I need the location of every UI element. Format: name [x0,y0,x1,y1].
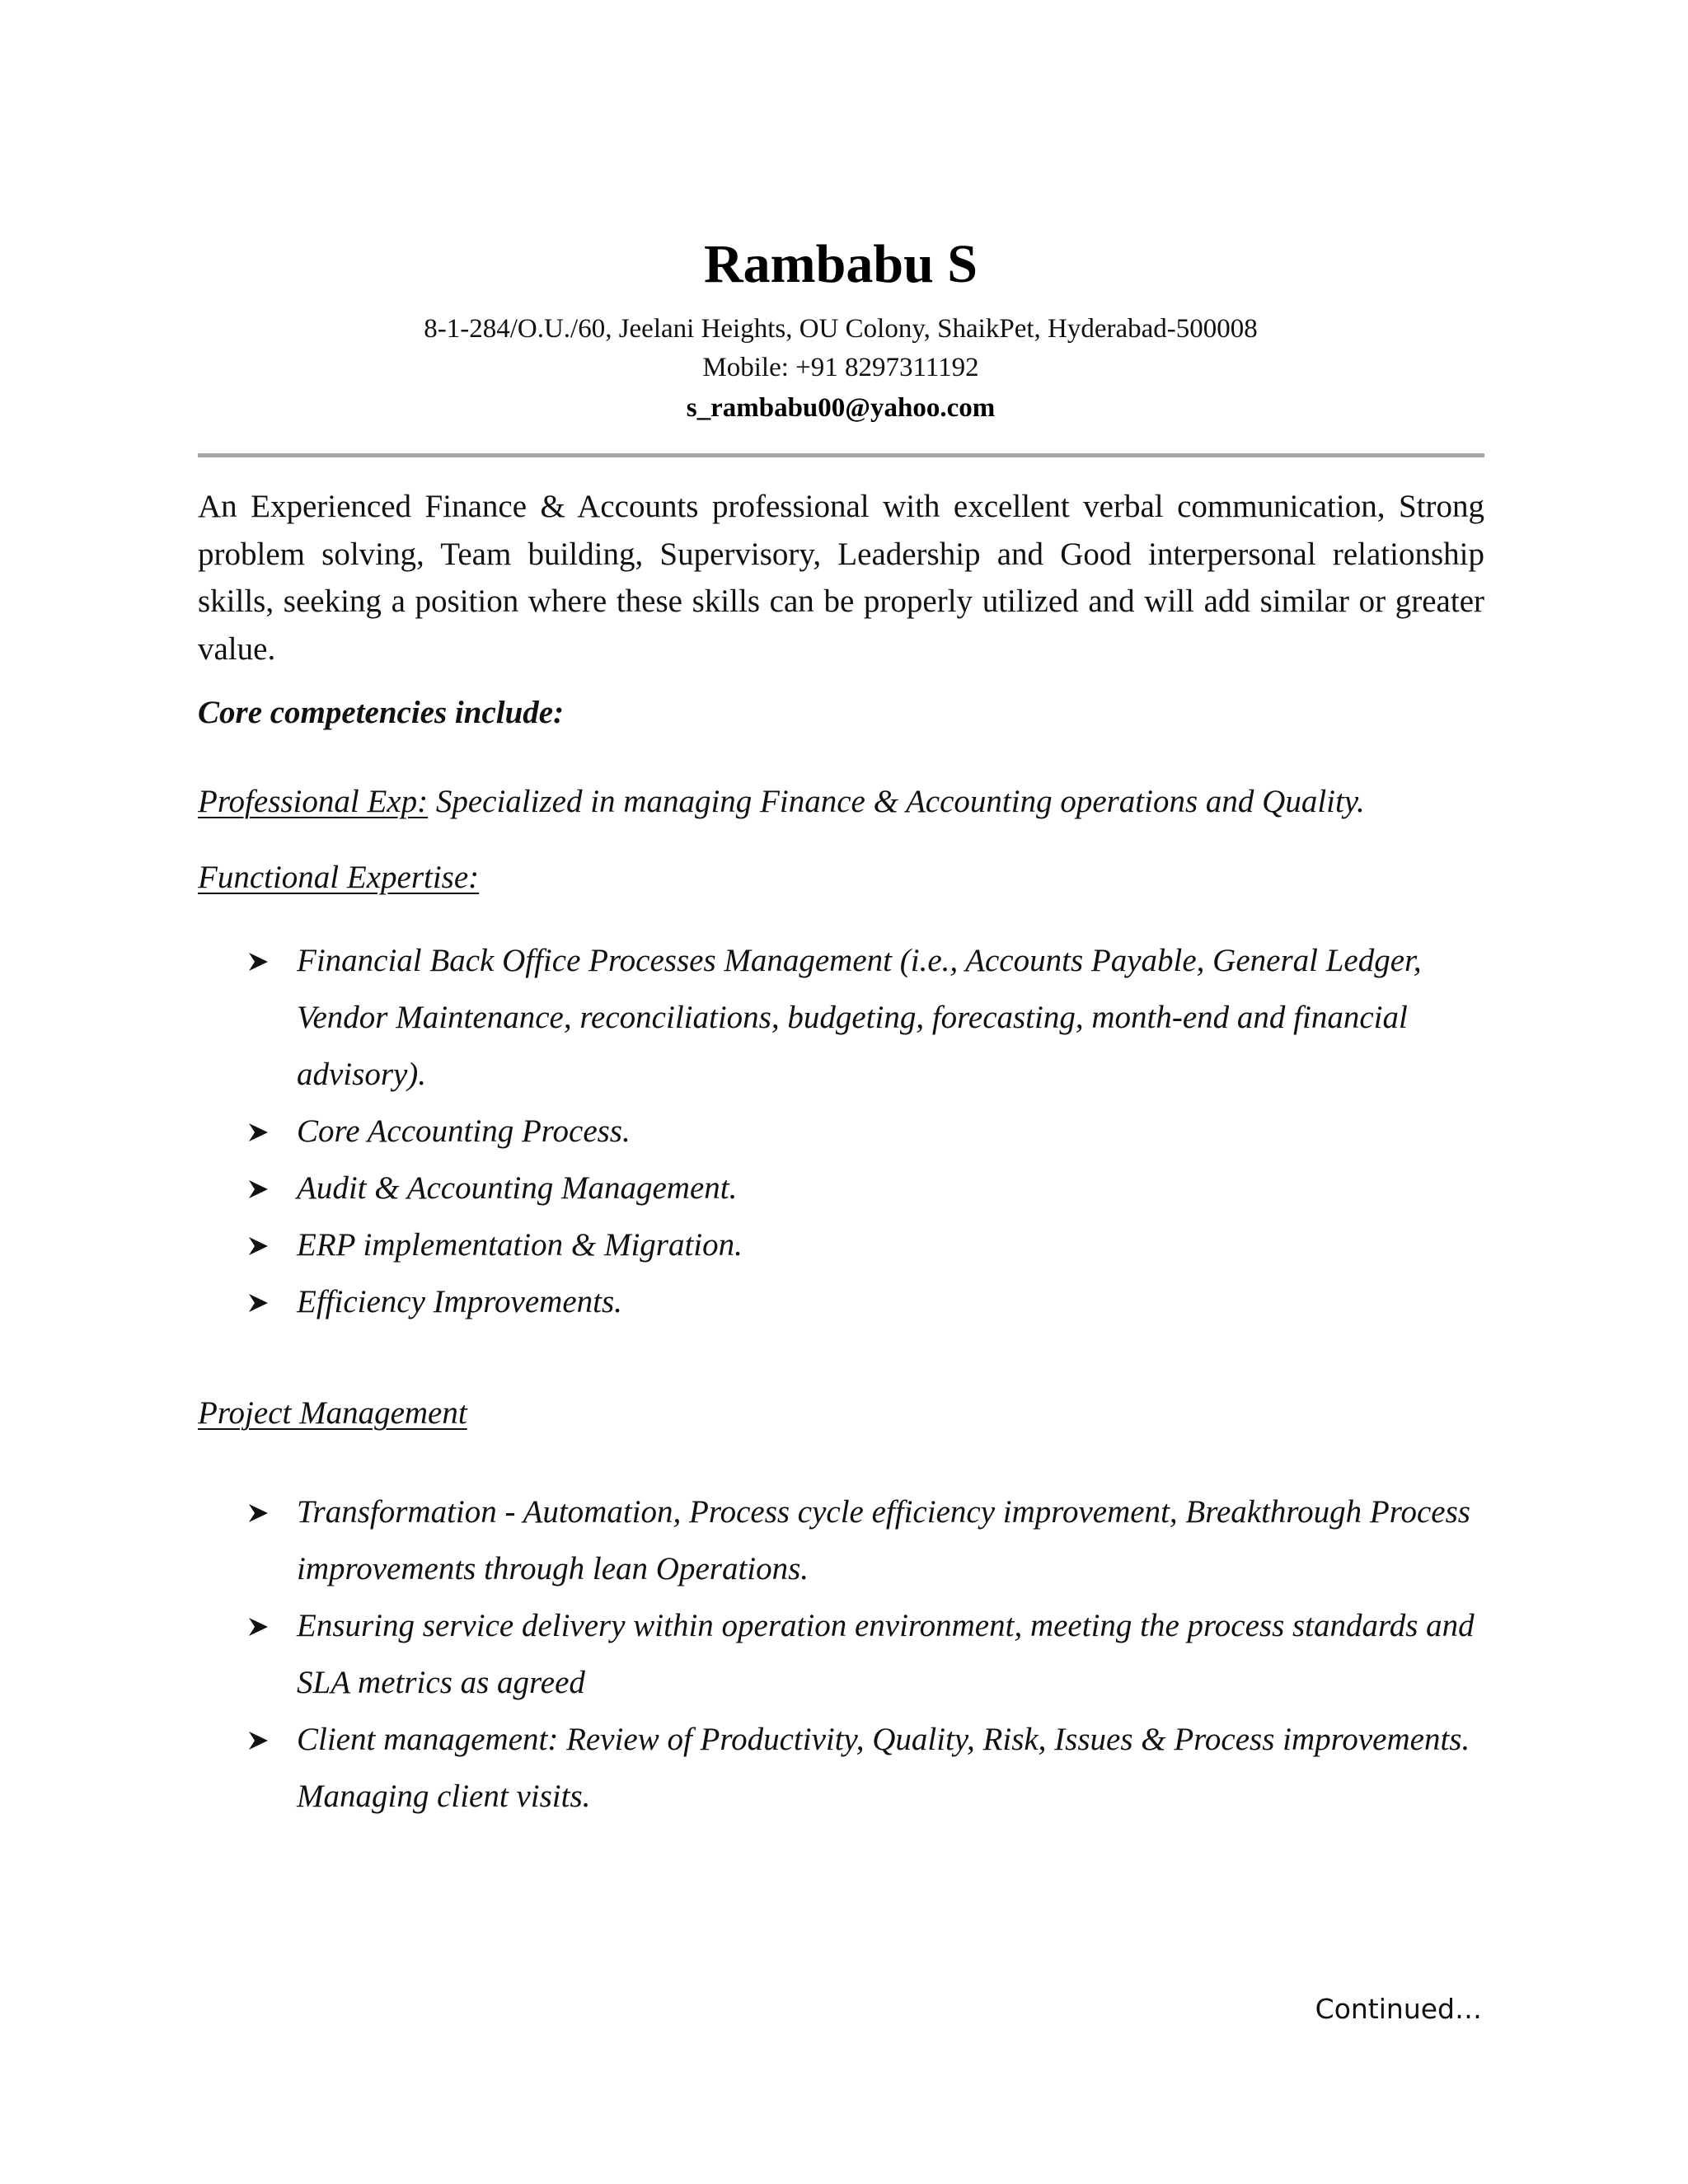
arrow-bullet-icon [247,1122,269,1142]
list-item-text: ERP implementation & Migration. [297,1227,743,1263]
header-divider [198,453,1484,457]
address-line: 8-1-284/O.U./60, Jeelani Heights, OU Colony, ShaikPet, Hyderabad-500008 [424,314,1258,344]
project-management-list [247,1483,1484,1825]
list-item [247,1711,1484,1825]
arrow-bullet-icon [247,1731,269,1750]
list-item-text: Audit & Accounting Management. [297,1170,738,1206]
functional-expertise-list [247,932,1484,1330]
list-item-text: Financial Back Office Processes Management (i.e., Accounts Payable, General Ledger, Vendor Maintenance, reconciliations, budgeting, forecasting, month-end and financial advisory). [297,943,1422,1092]
list-item-text: Transformation - Automation, Process cycle efficiency improvement, Breakthrough Process improvements through lean Operations. [297,1494,1470,1586]
candidate-name: Rambabu S [704,234,978,294]
functional-expertise-heading [198,859,479,896]
functional-expertise-label: Functional Expertise: [198,860,480,895]
core-competencies-heading: Core competencies include: [198,695,565,730]
arrow-bullet-icon [247,1179,269,1199]
continued-footer: Continued… [1315,1993,1482,2025]
project-management-heading [198,1394,467,1432]
list-item-text: Ensuring service delivery within operation environment, meeting the process standards and SLA metrics as agreed [297,1608,1475,1700]
list-item [247,932,1484,1103]
list-item-text: Client management: Review of Productivity, Quality, Risk, Issues & Process improvements. Managing client visits. [297,1722,1470,1814]
list-item [247,1483,1484,1597]
professional-exp-text: Specialized in managing Finance & Accounting operations and Quality. [428,784,1365,819]
list-item [247,1216,1484,1273]
list-item-text: Core Accounting Process. [297,1113,631,1149]
professional-exp-label: Professional Exp: [198,784,429,819]
arrow-bullet-icon [247,1617,269,1637]
list-item [247,1597,1484,1711]
arrow-bullet-icon [247,952,269,972]
list-item [247,1103,1484,1160]
summary-paragraph: An Experienced Finance & Accounts professional with excellent verbal communication, Strong problem solving, Team building, Supervisory, Leadership and Good interpersonal relationship skills, seeking a position where these skills can be properly utilized and will add similar or greater value. [198,489,1484,667]
email-line: s_rambabu00@yahoo.com [686,393,996,423]
list-item-text: Efficiency Improvements. [297,1284,622,1319]
arrow-bullet-icon [247,1236,269,1256]
professional-exp-line [198,783,1365,820]
mobile-line: Mobile: +91 8297311192 [702,353,979,382]
list-item [247,1273,1484,1330]
project-management-label: Project Management [198,1395,467,1431]
list-item [247,1160,1484,1216]
resume-header [198,231,1484,429]
arrow-bullet-icon [247,1503,269,1523]
arrow-bullet-icon [247,1293,269,1313]
